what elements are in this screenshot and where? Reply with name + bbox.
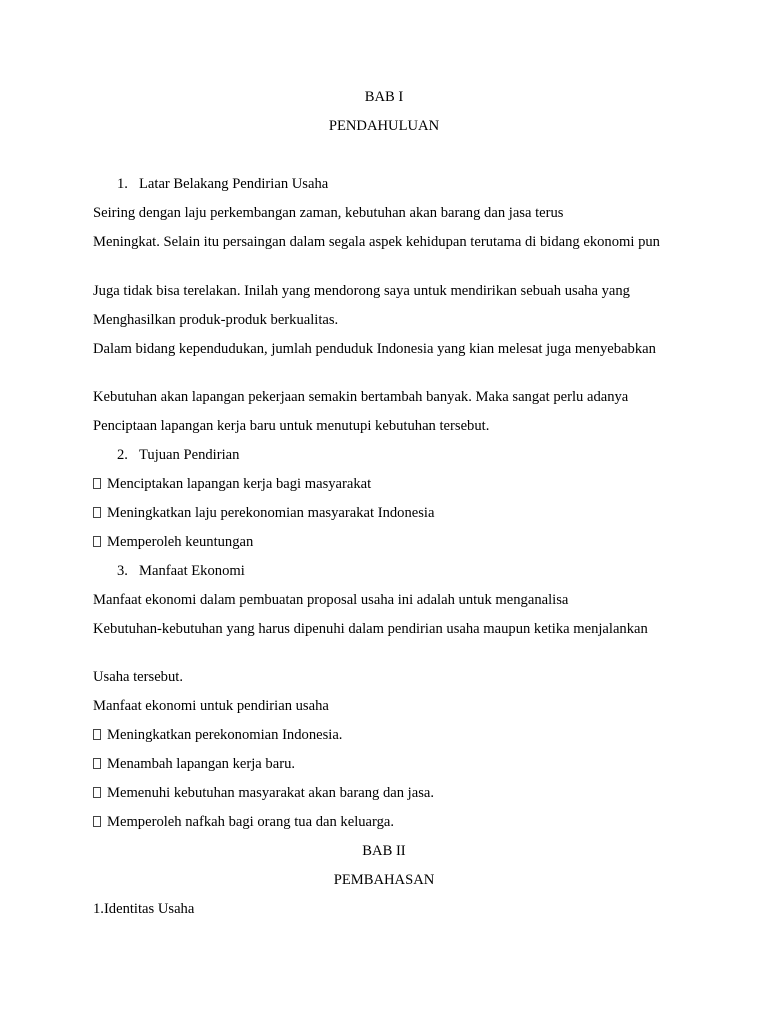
missing-glyph-bullet-icon bbox=[93, 816, 101, 827]
paragraph: Penciptaan lapangan kerja baru untuk menutupi kebutuhan tersebut. bbox=[93, 418, 490, 434]
list-item-text: Menciptakan lapangan kerja bagi masyarakat bbox=[107, 476, 372, 492]
section-number: 2. bbox=[117, 447, 128, 463]
section-heading-identitas-usaha: 1.Identitas Usaha bbox=[93, 901, 195, 917]
list-item bbox=[93, 504, 434, 524]
missing-glyph-bullet-icon bbox=[93, 478, 101, 489]
list-item bbox=[93, 533, 253, 553]
missing-glyph-bullet-icon bbox=[93, 729, 101, 740]
paragraph: Menghasilkan produk-produk berkualitas. bbox=[93, 312, 339, 328]
missing-glyph-bullet-icon bbox=[93, 787, 101, 798]
section-heading-text: Manfaat Ekonomi bbox=[139, 563, 245, 579]
missing-glyph-bullet-icon bbox=[93, 536, 101, 547]
section-number: 1. bbox=[117, 176, 128, 192]
list-item bbox=[93, 726, 342, 746]
section-heading-text: Latar Belakang Pendirian Usaha bbox=[139, 176, 329, 192]
section-heading-text: Tujuan Pendirian bbox=[139, 447, 240, 463]
paragraph: Kebutuhan-kebutuhan yang harus dipenuhi dalam pendirian usaha maupun ketika menjalankan bbox=[93, 621, 648, 637]
chapter-title: BAB II bbox=[362, 843, 406, 859]
paragraph: Manfaat ekonomi dalam pembuatan proposal usaha ini adalah untuk menganalisa bbox=[93, 592, 569, 608]
paragraph: Kebutuhan akan lapangan pekerjaan semakin bertambah banyak. Maka sangat perlu adanya bbox=[93, 389, 629, 405]
list-item bbox=[93, 755, 295, 775]
chapter-subtitle: PEMBAHASAN bbox=[333, 872, 435, 888]
paragraph: Seiring dengan laju perkembangan zaman, kebutuhan akan barang dan jasa terus bbox=[93, 205, 564, 221]
paragraph: Juga tidak bisa terelakan. Inilah yang mendorong saya untuk mendirikan sebuah usaha yang bbox=[93, 283, 630, 299]
paragraph: Meningkat. Selain itu persaingan dalam segala aspek kehidupan terutama di bidang ekonomi pun bbox=[93, 234, 660, 250]
chapter-subtitle: PENDAHULUAN bbox=[328, 118, 440, 134]
list-item-text: Memperoleh nafkah bagi orang tua dan keluarga. bbox=[107, 814, 395, 830]
list-item-text: Memperoleh keuntungan bbox=[107, 534, 254, 550]
paragraph: Manfaat ekonomi untuk pendirian usaha bbox=[93, 698, 329, 714]
chapter-title: BAB I bbox=[364, 89, 404, 105]
list-item bbox=[93, 784, 434, 804]
list-item bbox=[93, 813, 394, 833]
list-item bbox=[93, 475, 371, 495]
paragraph: Usaha tersebut. bbox=[93, 669, 183, 685]
missing-glyph-bullet-icon bbox=[93, 758, 101, 769]
missing-glyph-bullet-icon bbox=[93, 507, 101, 518]
list-item-text: Menambah lapangan kerja baru. bbox=[107, 756, 296, 772]
list-item-text: Meningkatkan perekonomian Indonesia. bbox=[107, 727, 343, 743]
paragraph: Dalam bidang kependudukan, jumlah penduduk Indonesia yang kian melesat juga menyebabkan bbox=[93, 341, 656, 357]
list-item-text: Memenuhi kebutuhan masyarakat akan barang dan jasa. bbox=[107, 785, 435, 801]
list-item-text: Meningkatkan laju perekonomian masyarakat Indonesia bbox=[107, 505, 435, 521]
section-number: 3. bbox=[117, 563, 128, 579]
